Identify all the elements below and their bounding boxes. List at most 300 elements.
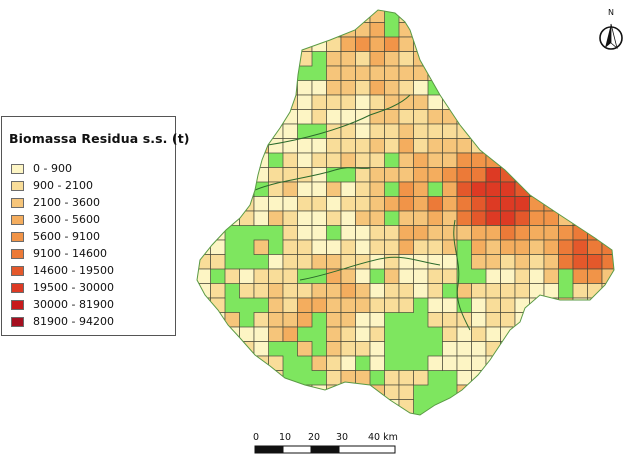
grid-cell bbox=[211, 153, 226, 168]
grid-cell bbox=[240, 66, 255, 81]
grid-cell bbox=[196, 153, 211, 168]
grid-cell bbox=[602, 110, 617, 125]
grid-cell bbox=[341, 182, 356, 197]
grid-cell bbox=[530, 313, 545, 328]
grid-cell bbox=[341, 269, 356, 284]
grid-cell bbox=[443, 342, 458, 357]
grid-cell bbox=[269, 81, 284, 96]
grid-cell bbox=[196, 226, 211, 241]
grid-cell bbox=[544, 182, 559, 197]
grid-cell bbox=[414, 8, 429, 23]
grid-cell bbox=[356, 110, 371, 125]
grid-cell bbox=[370, 139, 385, 154]
grid-cell bbox=[370, 66, 385, 81]
grid-cell bbox=[588, 342, 603, 357]
grid-cell bbox=[617, 124, 632, 139]
grid-cell bbox=[573, 240, 588, 255]
grid-cell bbox=[254, 95, 269, 110]
grid-cell bbox=[254, 124, 269, 139]
grid-cell bbox=[196, 313, 211, 328]
grid-cell bbox=[225, 110, 240, 125]
grid-cell bbox=[544, 240, 559, 255]
grid-cell bbox=[559, 255, 574, 270]
grid-cell bbox=[399, 298, 414, 313]
grid-cell bbox=[515, 211, 530, 226]
scale-segment-4 bbox=[339, 446, 395, 453]
grid-cell bbox=[573, 400, 588, 415]
grid-cell bbox=[196, 298, 211, 313]
grid-cell bbox=[457, 52, 472, 67]
grid-cell bbox=[399, 284, 414, 299]
grid-cell bbox=[573, 211, 588, 226]
grid-cell bbox=[573, 197, 588, 212]
grid-cell bbox=[211, 327, 226, 342]
grid-cell bbox=[312, 298, 327, 313]
grid-cell bbox=[327, 153, 342, 168]
grid-cell bbox=[544, 255, 559, 270]
grid-cell bbox=[486, 8, 501, 23]
grid-cell bbox=[298, 23, 313, 38]
grid-cell bbox=[225, 385, 240, 400]
grid-cell bbox=[370, 342, 385, 357]
grid-cell bbox=[196, 124, 211, 139]
grid-cell bbox=[240, 95, 255, 110]
grid-cell bbox=[443, 313, 458, 328]
grid-cell bbox=[472, 37, 487, 52]
grid-cell bbox=[472, 385, 487, 400]
grid-cell bbox=[196, 66, 211, 81]
grid-cell bbox=[617, 371, 632, 386]
grid-cell bbox=[399, 226, 414, 241]
grid-cell bbox=[298, 8, 313, 23]
grid-cell bbox=[298, 385, 313, 400]
grid-cell bbox=[602, 226, 617, 241]
grid-cell bbox=[617, 298, 632, 313]
grid-cell bbox=[530, 385, 545, 400]
grid-cell bbox=[327, 269, 342, 284]
grid-cell bbox=[254, 168, 269, 183]
grid-cell bbox=[341, 52, 356, 67]
scale-label-20: 20 bbox=[308, 432, 321, 443]
grid-cell bbox=[240, 356, 255, 371]
grid-cell bbox=[211, 356, 226, 371]
grid-cell bbox=[399, 139, 414, 154]
grid-cell bbox=[457, 139, 472, 154]
grid-cell bbox=[283, 240, 298, 255]
grid-cell bbox=[327, 23, 342, 38]
grid-cell bbox=[327, 81, 342, 96]
grid-cell bbox=[486, 37, 501, 52]
grid-cell bbox=[486, 269, 501, 284]
grid-cell bbox=[588, 255, 603, 270]
grid-cell bbox=[356, 37, 371, 52]
grid-cell bbox=[515, 8, 530, 23]
grid-cell bbox=[457, 313, 472, 328]
grid-cell bbox=[573, 313, 588, 328]
grid-cell bbox=[283, 81, 298, 96]
grid-cell bbox=[486, 23, 501, 38]
grid-cell bbox=[515, 23, 530, 38]
grid-cell bbox=[457, 168, 472, 183]
grid-cell bbox=[298, 81, 313, 96]
grid-cell bbox=[269, 298, 284, 313]
grid-cell bbox=[356, 95, 371, 110]
grid-cell bbox=[544, 124, 559, 139]
grid-cell bbox=[559, 8, 574, 23]
grid-cell bbox=[472, 313, 487, 328]
grid-cell bbox=[501, 371, 516, 386]
grid-cell bbox=[486, 168, 501, 183]
grid-cell bbox=[254, 153, 269, 168]
grid-cell bbox=[588, 139, 603, 154]
legend-swatch bbox=[11, 266, 24, 276]
grid-cell bbox=[559, 124, 574, 139]
scale-segment-2 bbox=[283, 446, 311, 453]
grid-cell bbox=[559, 153, 574, 168]
legend-swatch bbox=[11, 232, 24, 242]
grid-cell bbox=[385, 197, 400, 212]
grid-cell bbox=[515, 66, 530, 81]
grid-cell bbox=[385, 124, 400, 139]
grid-cell bbox=[211, 110, 226, 125]
grid-cell bbox=[588, 371, 603, 386]
grid-cell bbox=[602, 182, 617, 197]
grid-cell bbox=[501, 182, 516, 197]
grid-cell bbox=[443, 168, 458, 183]
grid-cell bbox=[211, 168, 226, 183]
grid-cell bbox=[211, 182, 226, 197]
legend-swatch bbox=[11, 181, 24, 191]
grid-cell bbox=[617, 197, 632, 212]
grid-cell bbox=[341, 284, 356, 299]
grid-cell bbox=[370, 81, 385, 96]
grid-cell bbox=[486, 371, 501, 386]
grid-cell bbox=[428, 240, 443, 255]
grid-cell bbox=[196, 342, 211, 357]
grid-cell bbox=[240, 211, 255, 226]
legend-swatch bbox=[11, 249, 24, 259]
grid-cell bbox=[370, 298, 385, 313]
grid-cell bbox=[269, 385, 284, 400]
grid-cell bbox=[486, 197, 501, 212]
grid-cell bbox=[254, 371, 269, 386]
grid-cell bbox=[283, 313, 298, 328]
legend-label: 3600 - 5600 bbox=[33, 213, 100, 226]
grid-cell bbox=[617, 385, 632, 400]
grid-cell bbox=[501, 313, 516, 328]
grid-cell bbox=[501, 255, 516, 270]
grid-cell bbox=[544, 95, 559, 110]
grid-cell bbox=[428, 356, 443, 371]
grid-cell bbox=[254, 385, 269, 400]
grid-cell bbox=[385, 52, 400, 67]
grid-cell bbox=[356, 182, 371, 197]
grid-cell bbox=[269, 197, 284, 212]
legend-label: 2100 - 3600 bbox=[33, 196, 100, 209]
grid-cell bbox=[312, 153, 327, 168]
grid-cell bbox=[341, 95, 356, 110]
grid-cell bbox=[269, 23, 284, 38]
grid-cell bbox=[211, 37, 226, 52]
grid-cell bbox=[399, 110, 414, 125]
grid-cell bbox=[617, 226, 632, 241]
grid-cell bbox=[341, 66, 356, 81]
grid-cell bbox=[327, 95, 342, 110]
grid-cell bbox=[530, 168, 545, 183]
grid-cell bbox=[515, 52, 530, 67]
grid-cell bbox=[602, 95, 617, 110]
grid-cell bbox=[443, 37, 458, 52]
grid-cell bbox=[240, 269, 255, 284]
grid-cell bbox=[515, 400, 530, 415]
grid-cell bbox=[196, 37, 211, 52]
grid-cell bbox=[443, 255, 458, 270]
grid-cell bbox=[225, 139, 240, 154]
grid-cell bbox=[472, 197, 487, 212]
grid-cell bbox=[240, 342, 255, 357]
grid-cell bbox=[573, 95, 588, 110]
grid-cell bbox=[370, 95, 385, 110]
grid-cell bbox=[602, 197, 617, 212]
grid-cell bbox=[225, 313, 240, 328]
grid-cell bbox=[472, 66, 487, 81]
grid-cell bbox=[254, 240, 269, 255]
grid-cell bbox=[515, 95, 530, 110]
grid-cell bbox=[414, 66, 429, 81]
grid-cell bbox=[602, 168, 617, 183]
grid-cell bbox=[283, 226, 298, 241]
grid-cell bbox=[399, 8, 414, 23]
grid-cell bbox=[472, 211, 487, 226]
grid-cell bbox=[356, 66, 371, 81]
grid-cell bbox=[312, 284, 327, 299]
grid-cell bbox=[269, 356, 284, 371]
grid-cell bbox=[573, 269, 588, 284]
legend-label: 81900 - 94200 bbox=[33, 315, 114, 328]
grid-cell bbox=[544, 153, 559, 168]
grid-cell bbox=[602, 240, 617, 255]
grid-cell bbox=[414, 168, 429, 183]
grid-cell bbox=[617, 139, 632, 154]
grid-cell bbox=[573, 139, 588, 154]
grid-cell bbox=[588, 240, 603, 255]
grid-cell bbox=[515, 385, 530, 400]
legend-swatch bbox=[11, 300, 24, 310]
grid-cell bbox=[472, 255, 487, 270]
grid-cell bbox=[414, 269, 429, 284]
grid-cell bbox=[544, 313, 559, 328]
grid-cell bbox=[530, 153, 545, 168]
grid-cell bbox=[370, 313, 385, 328]
grid-cell bbox=[327, 240, 342, 255]
grid-cell bbox=[443, 269, 458, 284]
grid-cell bbox=[457, 226, 472, 241]
grid-cell bbox=[501, 124, 516, 139]
grid-cell bbox=[617, 211, 632, 226]
grid-cell bbox=[428, 124, 443, 139]
grid-cell bbox=[240, 182, 255, 197]
legend bbox=[1, 116, 190, 336]
grid-cell bbox=[399, 371, 414, 386]
grid-cell bbox=[428, 168, 443, 183]
grid-cell bbox=[617, 255, 632, 270]
grid-cell bbox=[399, 211, 414, 226]
grid-cell bbox=[530, 255, 545, 270]
grid-cell bbox=[501, 385, 516, 400]
grid-cell bbox=[472, 182, 487, 197]
grid-cell bbox=[370, 124, 385, 139]
grid-cell bbox=[414, 81, 429, 96]
grid-cell bbox=[501, 37, 516, 52]
grid-cell bbox=[211, 95, 226, 110]
grid-cell bbox=[443, 356, 458, 371]
grid-cell bbox=[327, 8, 342, 23]
grid-cell bbox=[544, 52, 559, 67]
grid-cell bbox=[573, 284, 588, 299]
grid-cell bbox=[602, 269, 617, 284]
grid-cell bbox=[501, 8, 516, 23]
grid-cell bbox=[196, 197, 211, 212]
grid-cell bbox=[544, 269, 559, 284]
grid-cell bbox=[225, 197, 240, 212]
grid-cell bbox=[356, 269, 371, 284]
grid-cell bbox=[283, 269, 298, 284]
grid-cell bbox=[327, 66, 342, 81]
grid-cell bbox=[341, 226, 356, 241]
grid-cell bbox=[385, 226, 400, 241]
legend-swatch bbox=[11, 215, 24, 225]
grid-cell bbox=[515, 168, 530, 183]
grid-cell bbox=[472, 240, 487, 255]
grid-cell bbox=[617, 327, 632, 342]
grid-cell bbox=[602, 153, 617, 168]
grid-cell bbox=[501, 153, 516, 168]
scale-label-30: 30 bbox=[336, 432, 349, 443]
grid-cell bbox=[254, 110, 269, 125]
grid-cell bbox=[269, 269, 284, 284]
grid-cell bbox=[617, 8, 632, 23]
grid-cell bbox=[327, 313, 342, 328]
grid-cell bbox=[370, 110, 385, 125]
grid-cell bbox=[428, 197, 443, 212]
grid-cell bbox=[486, 95, 501, 110]
grid-cell bbox=[283, 124, 298, 139]
grid-cell bbox=[486, 342, 501, 357]
grid-cell bbox=[486, 255, 501, 270]
grid-cell bbox=[269, 52, 284, 67]
grid-cell bbox=[544, 66, 559, 81]
grid-cell bbox=[414, 197, 429, 212]
grid-cell bbox=[486, 110, 501, 125]
grid-cell bbox=[617, 110, 632, 125]
grid-cell bbox=[588, 153, 603, 168]
grid-cell bbox=[457, 8, 472, 23]
grid-cell bbox=[486, 327, 501, 342]
grid-cell bbox=[211, 284, 226, 299]
grid-cell bbox=[544, 226, 559, 241]
grid-cell bbox=[573, 153, 588, 168]
grid-cell bbox=[312, 23, 327, 38]
grid-cell bbox=[428, 139, 443, 154]
grid-cell bbox=[196, 23, 211, 38]
grid-cell bbox=[298, 153, 313, 168]
grid-cell bbox=[530, 23, 545, 38]
legend-swatch bbox=[11, 164, 24, 174]
grid-cell bbox=[501, 226, 516, 241]
grid-cell bbox=[341, 37, 356, 52]
grid-cell bbox=[559, 23, 574, 38]
grid-cell bbox=[225, 356, 240, 371]
grid-cell bbox=[356, 298, 371, 313]
grid-cell bbox=[211, 23, 226, 38]
grid-cell bbox=[385, 37, 400, 52]
grid-cell bbox=[457, 110, 472, 125]
grid-cell bbox=[457, 81, 472, 96]
grid-cell bbox=[211, 313, 226, 328]
grid-cell bbox=[240, 385, 255, 400]
grid-cell bbox=[225, 400, 240, 415]
grid-cell bbox=[341, 240, 356, 255]
scale-label-0: 0 bbox=[253, 432, 260, 443]
grid-cell bbox=[254, 313, 269, 328]
grid-cell bbox=[327, 37, 342, 52]
grid-cell bbox=[472, 95, 487, 110]
grid-cell bbox=[588, 52, 603, 67]
grid-cell bbox=[341, 139, 356, 154]
grid-cell bbox=[283, 327, 298, 342]
grid-cell bbox=[602, 52, 617, 67]
grid-cell bbox=[573, 81, 588, 96]
grid-cell bbox=[240, 23, 255, 38]
grid-cell bbox=[356, 313, 371, 328]
grid-cell bbox=[486, 211, 501, 226]
grid-cell bbox=[283, 385, 298, 400]
grid-cell bbox=[544, 385, 559, 400]
grid-cell bbox=[399, 52, 414, 67]
grid-cell bbox=[602, 356, 617, 371]
grid-cell bbox=[298, 342, 313, 357]
grid-cell bbox=[588, 124, 603, 139]
grid-cell bbox=[472, 371, 487, 386]
grid-cell bbox=[269, 168, 284, 183]
grid-cell bbox=[515, 81, 530, 96]
grid-cell bbox=[443, 52, 458, 67]
grid-cell bbox=[414, 153, 429, 168]
grid-cell bbox=[196, 95, 211, 110]
grid-cell bbox=[428, 211, 443, 226]
grid-cell bbox=[298, 226, 313, 241]
grid-cell bbox=[399, 66, 414, 81]
legend-swatch bbox=[11, 283, 24, 293]
grid-cell bbox=[312, 356, 327, 371]
grid-cell bbox=[486, 139, 501, 154]
grid-cell bbox=[341, 356, 356, 371]
grid-cell bbox=[573, 168, 588, 183]
grid-cell bbox=[515, 327, 530, 342]
grid-cell bbox=[602, 124, 617, 139]
grid-cell bbox=[443, 139, 458, 154]
grid-cell bbox=[240, 124, 255, 139]
grid-cell bbox=[356, 226, 371, 241]
grid-cell bbox=[283, 153, 298, 168]
grid-cell bbox=[370, 211, 385, 226]
grid-cell bbox=[211, 81, 226, 96]
grid-cell bbox=[327, 211, 342, 226]
grid-cell bbox=[356, 284, 371, 299]
grid-cell bbox=[327, 182, 342, 197]
grid-cell bbox=[399, 182, 414, 197]
grid-cell bbox=[298, 168, 313, 183]
